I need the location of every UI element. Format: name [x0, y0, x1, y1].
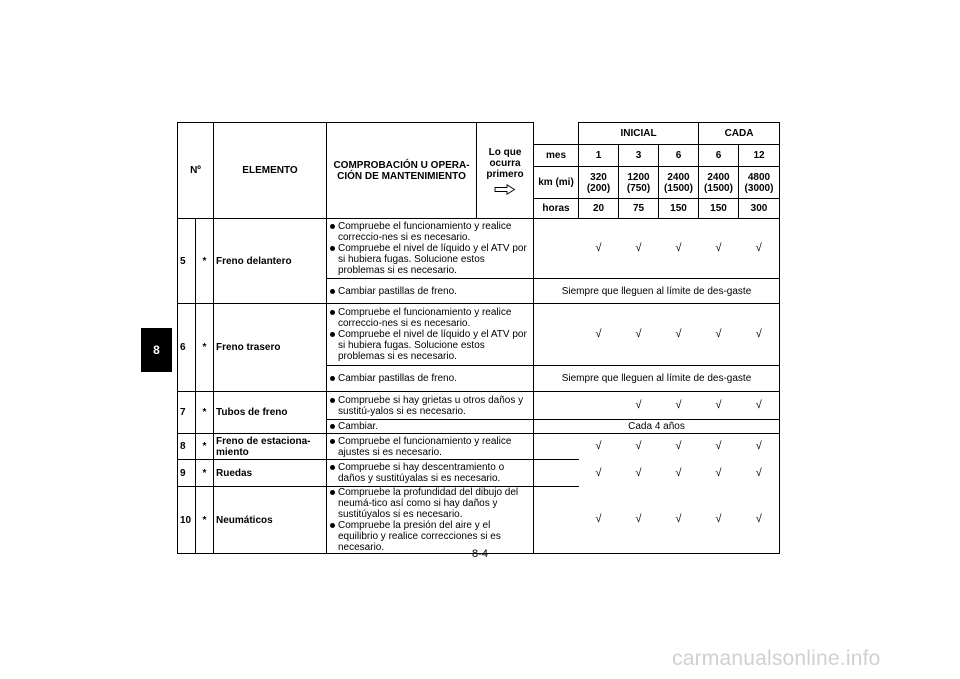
row-number: 7	[178, 392, 196, 434]
row-check	[327, 304, 534, 366]
bullet-item: Compruebe el nivel de líquido y el ATV por si hubiera fugas. Solucione estos problemas si es necesario.	[329, 329, 531, 362]
row-star: *	[196, 487, 214, 554]
maintenance-table	[177, 122, 780, 554]
row-check	[327, 420, 534, 434]
unit-value: 6	[659, 145, 699, 167]
table-row	[178, 392, 780, 420]
row-element: Neumáticos	[214, 487, 327, 554]
bullet-item: Compruebe la presión del aire y el equilibrio y realice correcciones si es necesario.	[329, 520, 531, 553]
check-mark: √	[635, 399, 642, 411]
check-mark: √	[715, 466, 722, 479]
check-mark: √	[715, 328, 722, 340]
empty-cell	[534, 392, 579, 420]
check-mark: √	[579, 487, 619, 554]
unit-value: 2400 (1500)	[699, 167, 739, 199]
header-initial: INICIAL	[579, 123, 699, 145]
watermark: carmanualsonline.info	[672, 647, 881, 670]
check-mark: √	[739, 304, 780, 366]
row-check	[327, 392, 534, 420]
unit-label: km (mi)	[534, 167, 579, 199]
unit-value: 4800 (3000)	[739, 167, 780, 199]
bullet-item: Cambiar pastillas de freno.	[329, 286, 531, 297]
row-star: *	[196, 434, 214, 460]
unit-value: 75	[619, 199, 659, 219]
row-check	[327, 460, 534, 487]
unit-value: 3	[619, 145, 659, 167]
row-element: Freno trasero	[214, 304, 327, 392]
header-check: COMPROBACIÓN U OPERA-CIÓN DE MANTENIMIENTO	[327, 123, 477, 219]
row-check	[327, 434, 534, 460]
unit-value: 300	[739, 199, 780, 219]
table-row	[178, 487, 780, 554]
check-mark: √	[675, 399, 682, 411]
check-mark: √	[635, 466, 642, 479]
row-number: 10	[178, 487, 196, 554]
check-mark: √	[739, 487, 780, 554]
check-mark: √	[595, 466, 602, 479]
bullet-item: Compruebe si hay descentramiento o daños y sustitúyalas si es necesario.	[329, 462, 531, 484]
check-mark: √	[595, 440, 602, 453]
empty-cell	[534, 460, 579, 487]
row-star: *	[196, 219, 214, 304]
row-star: *	[196, 304, 214, 392]
unit-label: mes	[534, 145, 579, 167]
table-row	[178, 460, 780, 487]
unit-label: horas	[534, 199, 579, 219]
row-check	[327, 487, 534, 554]
bullet-item: Compruebe el funcionamiento y realice correccio-nes si es necesario.	[329, 307, 531, 329]
table-row	[178, 434, 780, 460]
row-note: Cada 4 años	[534, 420, 780, 434]
empty-cell	[534, 434, 579, 460]
unit-value: 320 (200)	[579, 167, 619, 199]
page-number: 8-4	[472, 548, 488, 560]
bullet-item: Compruebe el nivel de líquido y el ATV por si hubiera fugas. Solucione estos problemas si es necesario.	[329, 243, 531, 276]
arrow-right-icon	[494, 184, 516, 195]
check-mark: √	[739, 434, 780, 460]
unit-value: 12	[739, 145, 780, 167]
bullet-item: Compruebe si hay grietas u otros daños y sustitú-yalos si es necesario.	[329, 395, 531, 417]
header-whichever	[477, 123, 534, 219]
check-mark: √	[635, 440, 642, 453]
row-note: Siempre que lleguen al límite de des-gaste	[534, 279, 780, 304]
empty-cell	[579, 392, 619, 420]
section-tab: 8	[141, 328, 172, 372]
row-element: Tubos de freno	[214, 392, 327, 434]
unit-value: 6	[699, 145, 739, 167]
check-mark: √	[739, 460, 780, 487]
bullet-item: Cambiar pastillas de freno.	[329, 373, 531, 384]
whichever-text: Lo que ocurra primero	[486, 146, 524, 180]
check-mark: √	[699, 487, 739, 554]
empty-cell	[534, 304, 579, 366]
header-element: ELEMENTO	[214, 123, 327, 219]
check-mark: √	[659, 487, 699, 554]
bullet-item: Cambiar.	[329, 421, 531, 432]
check-mark: √	[675, 242, 682, 254]
row-number: 6	[178, 304, 196, 392]
unit-value: 1200 (750)	[619, 167, 659, 199]
bullet-item: Compruebe el funcionamiento y realice correccio-nes si es necesario.	[329, 221, 531, 243]
check-mark: √	[619, 487, 659, 554]
row-check	[327, 279, 534, 304]
row-note: Siempre que lleguen al límite de des-gaste	[534, 366, 780, 392]
check-mark: √	[675, 328, 682, 340]
header-no: Nº	[178, 123, 214, 219]
row-star: *	[196, 392, 214, 434]
check-mark: √	[635, 242, 642, 254]
bullet-item: Compruebe la profundidad del dibujo del neumá-tico así como si hay daños y sustitúyalos si es necesario.	[329, 487, 531, 520]
row-element: Freno delantero	[214, 219, 327, 304]
empty-cell	[534, 487, 579, 554]
unit-value: 20	[579, 199, 619, 219]
empty-cell	[534, 219, 579, 279]
row-element: Ruedas	[214, 460, 327, 487]
check-mark: √	[715, 440, 722, 453]
row-star: *	[196, 460, 214, 487]
unit-value: 2400 (1500)	[659, 167, 699, 199]
row-number: 9	[178, 460, 196, 487]
check-mark: √	[739, 219, 780, 279]
check-mark: √	[595, 328, 602, 340]
header-every: CADA	[699, 123, 780, 145]
check-mark: √	[635, 328, 642, 340]
unit-value: 150	[659, 199, 699, 219]
unit-value: 150	[699, 199, 739, 219]
check-mark: √	[675, 466, 682, 479]
table-row	[178, 304, 780, 366]
row-number: 5	[178, 219, 196, 304]
table-row	[178, 219, 780, 279]
unit-value: 1	[579, 145, 619, 167]
bullet-item: Compruebe el funcionamiento y realice ajustes si es necesario.	[329, 436, 531, 458]
check-mark: √	[675, 440, 682, 453]
row-number: 8	[178, 434, 196, 460]
check-mark: √	[715, 399, 722, 411]
row-check	[327, 219, 534, 279]
check-mark: √	[739, 392, 780, 420]
header-blank	[534, 123, 579, 145]
row-check	[327, 366, 534, 392]
row-element: Freno de estaciona-miento	[214, 434, 327, 460]
check-mark: √	[595, 242, 602, 254]
check-mark: √	[715, 242, 722, 254]
